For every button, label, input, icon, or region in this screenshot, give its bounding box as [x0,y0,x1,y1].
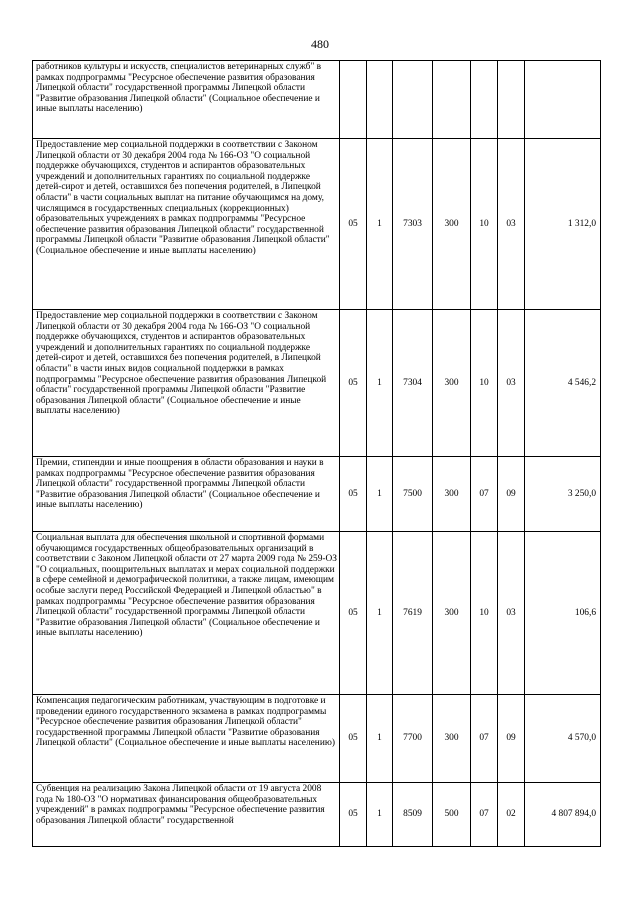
cell-vr: 10 [471,139,498,310]
cell-sum: 1 312,0 [525,139,601,310]
cell-razdel [367,61,393,139]
page-number: 480 [311,37,329,51]
table-row [33,139,601,310]
cell-sum: 4 807 894,0 [525,783,601,847]
cell-ved: 05 [340,532,367,695]
row-description: Премии, стипендии и иные поощрения в области образования и науки в рамках подпрограммы "Ресурсное обеспечение развития образования Липецкой области" государственной программы Липецкой области "Развитие образования Липецкой области" (Социальное обеспечение и иные выплаты населению) [33,457,340,532]
cell-kosgu: 09 [498,695,525,783]
table-row [33,695,601,783]
cell-sum [525,61,601,139]
cell-ved [340,61,367,139]
cell-podrazdel: 8509 [393,783,433,847]
cell-ved: 05 [340,695,367,783]
cell-razdel: 1 [367,695,393,783]
cell-csr: 500 [433,783,471,847]
cell-csr: 300 [433,695,471,783]
table-row [33,783,601,847]
cell-sum: 3 250,0 [525,457,601,532]
cell-podrazdel: 7304 [393,310,433,457]
cell-kosgu: 03 [498,532,525,695]
cell-podrazdel: 7619 [393,532,433,695]
cell-vr: 07 [471,783,498,847]
cell-podrazdel: 7303 [393,139,433,310]
cell-razdel: 1 [367,783,393,847]
cell-csr: 300 [433,139,471,310]
cell-csr: 300 [433,310,471,457]
cell-vr: 10 [471,310,498,457]
cell-csr: 300 [433,457,471,532]
row-description: работников культуры и искусств, специалистов ветеринарных служб" в рамках подпрограммы "Ресурсное обеспечение развития образования Липецкой области" государственной программы Липецкой области "Развитие образования Липецкой области" (Социальное обеспечение и иные выплаты населению) [33,61,340,139]
table-row [33,532,601,695]
cell-kosgu: 09 [498,457,525,532]
cell-podrazdel: 7700 [393,695,433,783]
cell-vr: 10 [471,532,498,695]
table-row [33,310,601,457]
cell-csr [433,61,471,139]
cell-kosgu: 03 [498,139,525,310]
row-description: Предоставление мер социальной поддержки в соответствии с Законом Липецкой области от 30 декабря 2004 года № 166-ОЗ "О социальной поддержке обучающихся, студентов и аспирантов образовательных учреждений и дополнительных гарантиях по социальной поддержке детей-сирот и детей, оставшихся без попечения родителей, в Липецкой области" в части иных видов социальной поддержки в рамках подпрограммы "Ресурсное обеспечение развития образования Липецкой области" государственной программы Липецкой области "Развитие образования Липецкой области" (Социальное обеспечение и иные выплаты населению) [33,310,340,457]
cell-vr [471,61,498,139]
budget-table [32,60,601,847]
cell-sum: 4 570,0 [525,695,601,783]
cell-razdel: 1 [367,532,393,695]
row-description: Социальная выплата для обеспечения школьной и спортивной формами обучающимся государственных общеобразовательных организаций в соответствии с Законом Липецкой области от 27 марта 2009 года № 259-ОЗ "О социальных, поощрительных выплатах и мерах социальной поддержки в сфере семейной и демографической политики, а также лицам, имеющим особые заслуги перед Российской Федерацией и Липецкой областью" в рамках подпрограммы "Ресурсное обеспечение развития образования Липецкой области" государственной программы Липецкой области "Развитие образования Липецкой области" (Социальное обеспечение и иные выплаты населению) [33,532,340,695]
cell-ved: 05 [340,457,367,532]
cell-kosgu: 03 [498,310,525,457]
cell-kosgu [498,61,525,139]
cell-ved: 05 [340,310,367,457]
cell-podrazdel: 7500 [393,457,433,532]
cell-csr: 300 [433,532,471,695]
table-row [33,457,601,532]
row-description: Компенсация педагогическим работникам, участвующим в подготовке и проведении единого государственного экзамена в рамках подпрограммы "Ресурсное обеспечение развития образования Липецкой области" государственной программы Липецкой области "Развитие образования Липецкой области" (Социальное обеспечение и иные выплаты населению) [33,695,340,783]
cell-vr: 07 [471,457,498,532]
table-row [33,61,601,139]
cell-razdel: 1 [367,139,393,310]
cell-vr: 07 [471,695,498,783]
cell-ved: 05 [340,783,367,847]
cell-razdel: 1 [367,457,393,532]
cell-podrazdel [393,61,433,139]
row-description: Предоставление мер социальной поддержки в соответствии с Законом Липецкой области от 30 декабря 2004 года № 166-ОЗ "О социальной поддержке обучающихся, студентов и аспирантов образовательных учреждений и дополнительных гарантиях по социальной поддержке детей-сирот и детей, оставшихся без попечения родителей, в Липецкой области" в части социальных выплат на питание обучающимся на дому, числящимся в государственных специальных (коррекционных) образовательных учреждениях в рамках подпрограммы "Ресурсное обеспечение развития образования Липецкой области" государственной программы Липецкой области "Развитие образования Липецкой области" (Социальное обеспечение и иные выплаты населению) [33,139,340,310]
cell-razdel: 1 [367,310,393,457]
cell-sum: 4 546,2 [525,310,601,457]
cell-sum: 106,6 [525,532,601,695]
cell-ved: 05 [340,139,367,310]
row-description: Субвенция на реализацию Закона Липецкой области от 19 августа 2008 года № 180-ОЗ "О нормативах финансирования общеобразовательных учреждений" в рамках подпрограммы "Ресурсное обеспечение развития образования Липецкой области" государственной [33,783,340,847]
cell-kosgu: 02 [498,783,525,847]
